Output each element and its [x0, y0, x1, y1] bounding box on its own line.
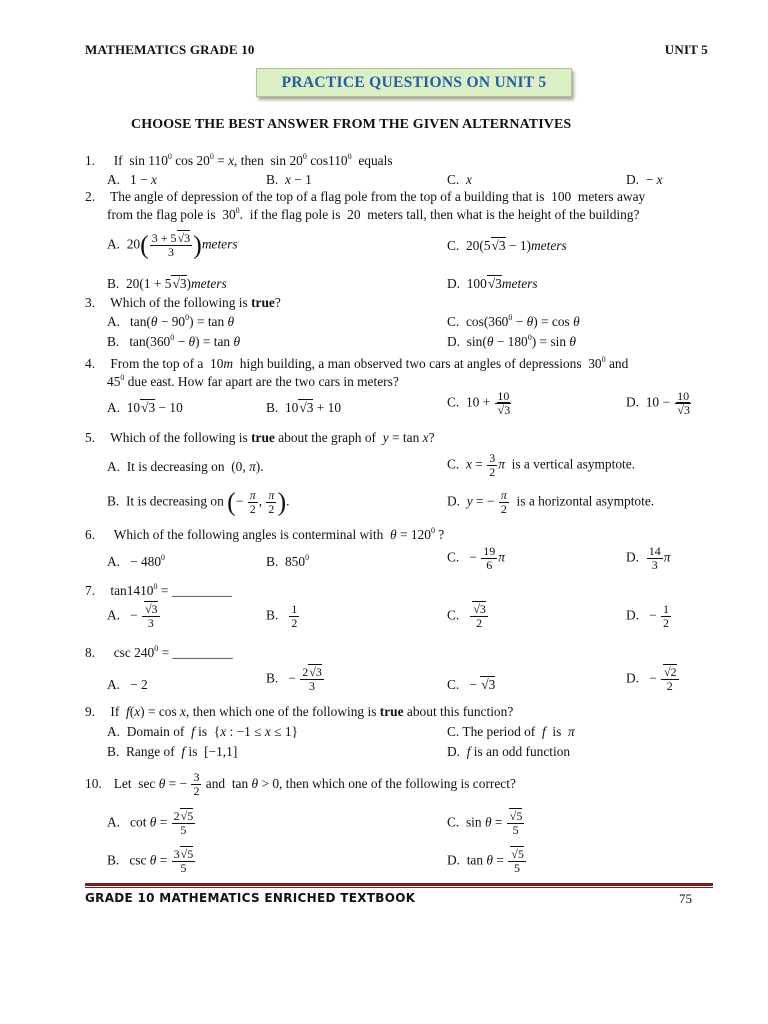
question-stem-cont: $45^0$ due east. How far apart are the two cars in meters?: [107, 373, 399, 389]
question-number: 5.: [85, 430, 96, 445]
question-8: [85, 644, 715, 662]
question-number: 9.: [85, 704, 96, 719]
question-10: [85, 771, 715, 798]
option-d[interactable]: D. $\frac{14}{3}$ π: [626, 544, 671, 572]
question-stem: From the top of a 10m high building, a man observed two cars at angles of depressions $30^0$ and: [110, 355, 629, 371]
option-b[interactable]: B. csc θ = $\frac{3√5}{5}$: [107, 847, 194, 875]
option-c[interactable]: C. 10 + $\frac{10}{√3}$: [447, 389, 511, 417]
option-a[interactable]: A. $\tan(\theta - 90^0) = \tan \theta$: [107, 313, 235, 329]
question-number: 3.: [85, 295, 96, 310]
option-b[interactable]: B. $\tan(360^0 - \theta) = \tan \theta$: [107, 333, 241, 349]
option-b[interactable]: B. 10√3 + 10: [266, 400, 342, 415]
title-box: [256, 68, 572, 97]
option-d[interactable]: D. y = − $\frac{\pi}{2}$ is a horizontal asymptote.: [447, 488, 655, 516]
option-c[interactable]: C. − $\frac{19}{6}$ π: [447, 544, 505, 572]
option-c[interactable]: C. $\cos(360^0 - \theta) = \cos \theta$: [447, 313, 580, 329]
question-number: 2.: [85, 189, 96, 204]
question-stem: $\tan 1410^0$ = _________: [110, 582, 233, 598]
option-d[interactable]: D. tan θ = $\frac{√5}{5}$: [447, 847, 524, 875]
header-subject: MATHEMATICS GRADE 10: [85, 42, 255, 57]
option-c[interactable]: C. − √3: [447, 677, 496, 692]
question-stem: Which of the following is true?: [110, 295, 281, 310]
option-b[interactable]: B. − $\frac{2√3}{3}$: [266, 665, 322, 693]
question-5: [85, 429, 715, 447]
question-7: [85, 582, 715, 600]
question-3: [85, 294, 715, 312]
option-d[interactable]: D. f is an odd function: [447, 744, 571, 759]
option-d[interactable]: D. $\sin(\theta - 180^0) = \sin \theta$: [447, 333, 576, 349]
option-c[interactable]: C. $\frac{√3}{2}$: [447, 602, 486, 630]
question-stem: $\csc 240^0$ = _________: [110, 644, 233, 660]
question-6: [85, 526, 715, 544]
option-b[interactable]: B. Range of f is [−1,1]: [107, 744, 238, 759]
option-d[interactable]: D. − $\frac{√2}{2}$: [626, 665, 677, 693]
option-a[interactable]: A. Domain of f is {x : −1 ≤ x ≤ 1}: [107, 724, 298, 739]
question-number: 4.: [85, 356, 96, 371]
option-b[interactable]: B. $\frac{1}{2}$: [266, 602, 298, 630]
page-number: 75: [679, 891, 692, 906]
option-c[interactable]: C. sin θ = $\frac{√5}{5}$: [447, 809, 523, 837]
option-d[interactable]: D. 100√3meters: [447, 276, 538, 291]
option-a[interactable]: A. It is decreasing on (0, π).: [107, 459, 264, 474]
question-1: [85, 152, 715, 170]
option-a[interactable]: A. 10√3 − 10: [107, 400, 183, 415]
option-d[interactable]: D. − x: [626, 172, 663, 187]
option-a[interactable]: A. 20( $\frac{3 + 5√3}{3}$ )meters: [107, 230, 238, 260]
option-c[interactable]: C. The period of f is π: [447, 724, 575, 739]
option-c[interactable]: C. x: [447, 172, 472, 187]
option-a[interactable]: A. − 2: [107, 677, 148, 692]
option-a[interactable]: A. 1 − x: [107, 172, 157, 187]
question-stem: Let sec θ = − $\frac{3}{2}$ and tan θ > 0, then which one of the following is correct?: [110, 770, 516, 798]
option-b[interactable]: B. It is decreasing on (− $\frac{\pi}{2}$ , $\frac{\pi}{2}$ ).: [107, 487, 290, 517]
option-a[interactable]: A. − $480^0$: [107, 553, 166, 569]
question-stem: If f(x) = cos x, then which one of the following is true about this function?: [110, 704, 514, 719]
question-number: 8.: [85, 645, 96, 660]
question-2: [85, 188, 715, 224]
footer-title: GRADE 10 MATHEMATICS ENRICHED TEXTBOOK: [85, 891, 416, 905]
question-number: 1.: [85, 153, 96, 168]
question-stem-cont: from the flag pole is $30^0$. if the flag pole is 20 meters tall, then what is the height of the building?: [107, 206, 640, 222]
option-a[interactable]: A. cot θ = $\frac{2√5}{5}$: [107, 809, 194, 837]
instruction: CHOOSE THE BEST ANSWER FROM THE GIVEN ALTERNATIVES: [131, 117, 572, 132]
option-b[interactable]: B. x − 1: [266, 172, 312, 187]
option-a[interactable]: A. − $\frac{√3}{3}$: [107, 602, 158, 630]
question-number: 7.: [85, 583, 96, 598]
question-number: 10.: [85, 775, 102, 791]
header-unit: UNIT 5: [664, 42, 708, 57]
option-b[interactable]: B. $850^0$: [266, 553, 310, 569]
option-c[interactable]: C. 20(5√3 − 1)meters: [447, 238, 567, 253]
question-4: [85, 355, 715, 391]
question-stem: Which of the following is true about the graph of y = tan x?: [110, 430, 435, 445]
footer-rule: [85, 883, 713, 886]
question-9: [85, 703, 715, 721]
option-d[interactable]: D. 10 − $\frac{10}{√3}$: [626, 389, 690, 417]
question-stem: The angle of depression of the top of a flag pole from the top of a building that is 100 meters away: [110, 189, 646, 204]
option-b[interactable]: B. 20(1 + 5√3)meters: [107, 276, 227, 291]
footer-rule-thin: [85, 887, 713, 888]
question-number: 6.: [85, 527, 96, 542]
option-d[interactable]: D. − $\frac{1}{2}$: [626, 602, 669, 630]
page-title: PRACTICE QUESTIONS ON UNIT 5: [281, 73, 547, 91]
question-stem: Which of the following angles is conterminal with $\theta = 120^0$ ?: [110, 526, 445, 542]
question-stem: If $\sin 110^0$ $\cos 20^0 = x$, then $\sin 20^0$ $\cos 110^0$ equals: [110, 152, 393, 168]
option-c[interactable]: C. x = $\frac{3}{2}$ π is a vertical asymptote.: [447, 451, 636, 479]
